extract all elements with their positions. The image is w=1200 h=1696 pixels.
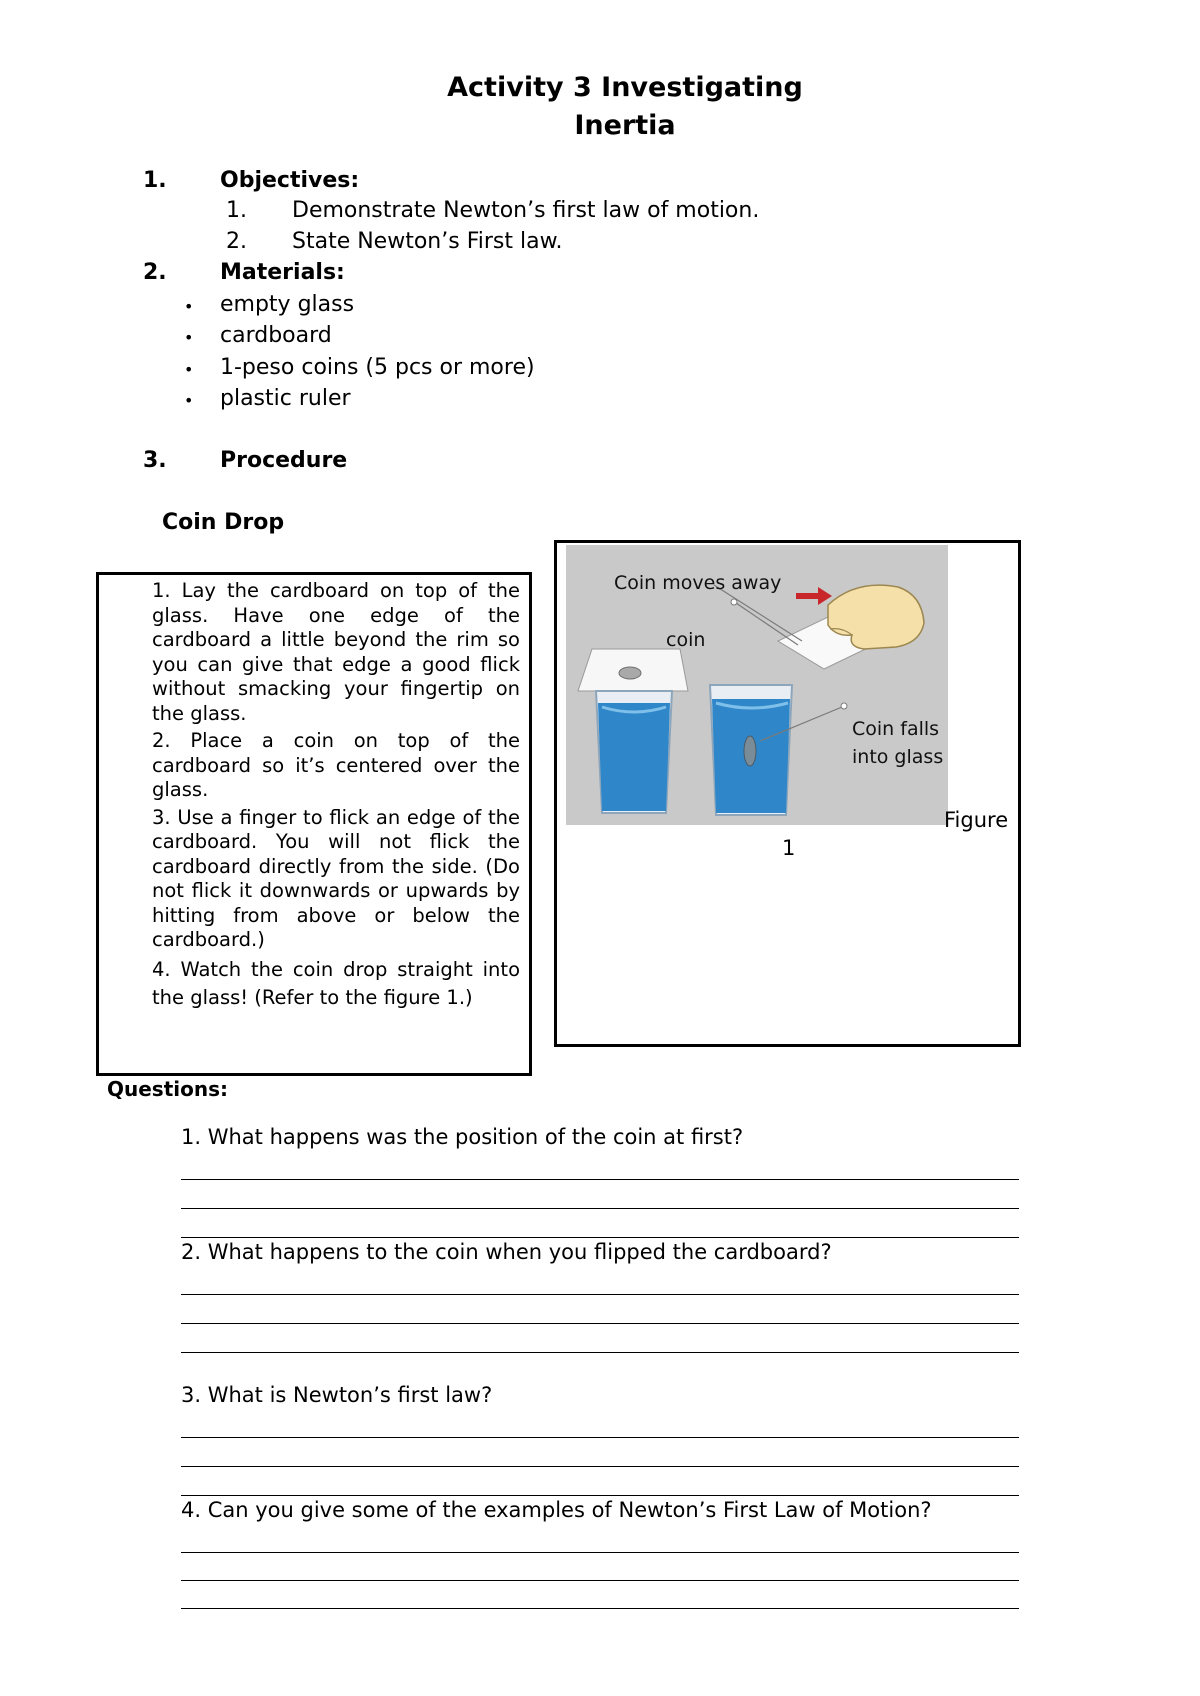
page-title-line2: Inertia <box>574 110 676 141</box>
answer-line <box>181 1580 1019 1581</box>
bullet-icon: • <box>184 360 194 379</box>
procedure-step-3: 3. Use a finger to flick an edge of the cardboard. You will not flick the cardboard directly from the side. (Do not flick it downwards or upwards by hitting from above or below the cardboard.) <box>152 805 520 951</box>
procedure-step-2: 2. Place a coin on top of the cardboard so it’s centered over the glass. <box>152 729 520 801</box>
label-coin-moves-away: Coin moves away <box>614 572 782 594</box>
material-item-label: 1-peso coins (5 pcs or more) <box>220 355 535 380</box>
material-item-label: empty glass <box>220 292 355 317</box>
material-item <box>184 292 355 317</box>
material-item-label: plastic ruler <box>220 386 351 411</box>
bullet-icon: • <box>184 297 194 316</box>
answer-line <box>181 1437 1019 1438</box>
procedure-step-4: 4. Watch the coin drop straight into the glass! (Refer to the figure 1.) <box>152 957 520 1009</box>
answer-line <box>181 1179 1019 1180</box>
figure-caption-number: 1 <box>782 836 796 860</box>
figure-caption-word: Figure <box>944 808 1009 832</box>
question-1: 1. What happens was the position of the coin at first? <box>181 1125 744 1149</box>
material-item <box>184 386 351 411</box>
answer-line <box>181 1237 1019 1238</box>
bullet-icon: • <box>184 391 194 410</box>
figure-illustration <box>566 545 948 825</box>
falling-coin-icon <box>744 736 756 766</box>
bullet-icon: • <box>184 328 194 347</box>
procedure-heading: Procedure <box>220 448 348 473</box>
objective-number-2: 2. <box>226 229 247 254</box>
procedure-step-1: 1. Lay the cardboard on top of the glass. Have one edge of the cardboard a little beyond the rim so you can give that edge a good flick without smacking your fingertip on the glass. <box>152 579 520 725</box>
procedure-steps <box>152 579 520 1015</box>
coin-icon <box>619 667 641 679</box>
label-coin-falls: Coin falls <box>852 718 940 740</box>
answer-line <box>181 1608 1019 1609</box>
objectives-number: 1. <box>143 168 167 193</box>
questions-heading: Questions: <box>107 1077 229 1101</box>
question-3: 3. What is Newton’s first law? <box>181 1383 493 1407</box>
objective-text-1: Demonstrate Newton’s first law of motion. <box>292 198 760 223</box>
question-4: 4. Can you give some of the examples of Newton’s First Law of Motion? <box>181 1498 932 1522</box>
objective-number-1: 1. <box>226 198 247 223</box>
answer-line <box>181 1352 1019 1353</box>
procedure-number: 3. <box>143 448 167 473</box>
label-into-glass: into glass <box>852 746 944 768</box>
material-item <box>184 355 535 380</box>
page-title: Activity 3 Investigating <box>447 72 803 103</box>
material-item-label: cardboard <box>220 323 332 348</box>
answer-line <box>181 1323 1019 1324</box>
material-item <box>184 323 332 348</box>
objectives-heading: Objectives: <box>220 168 360 193</box>
procedure-steps-box <box>96 572 532 1076</box>
answer-line <box>181 1466 1019 1467</box>
materials-number: 2. <box>143 260 167 285</box>
answer-line <box>181 1208 1019 1209</box>
label-coin: coin <box>666 629 706 651</box>
answer-line <box>181 1294 1019 1295</box>
materials-heading: Materials: <box>220 260 345 285</box>
procedure-subheading: Coin Drop <box>162 510 285 535</box>
answer-line <box>181 1552 1019 1553</box>
question-2: 2. What happens to the coin when you flipped the cardboard? <box>181 1240 832 1264</box>
objective-text-2: State Newton’s First law. <box>292 229 563 254</box>
answer-line <box>181 1495 1019 1496</box>
